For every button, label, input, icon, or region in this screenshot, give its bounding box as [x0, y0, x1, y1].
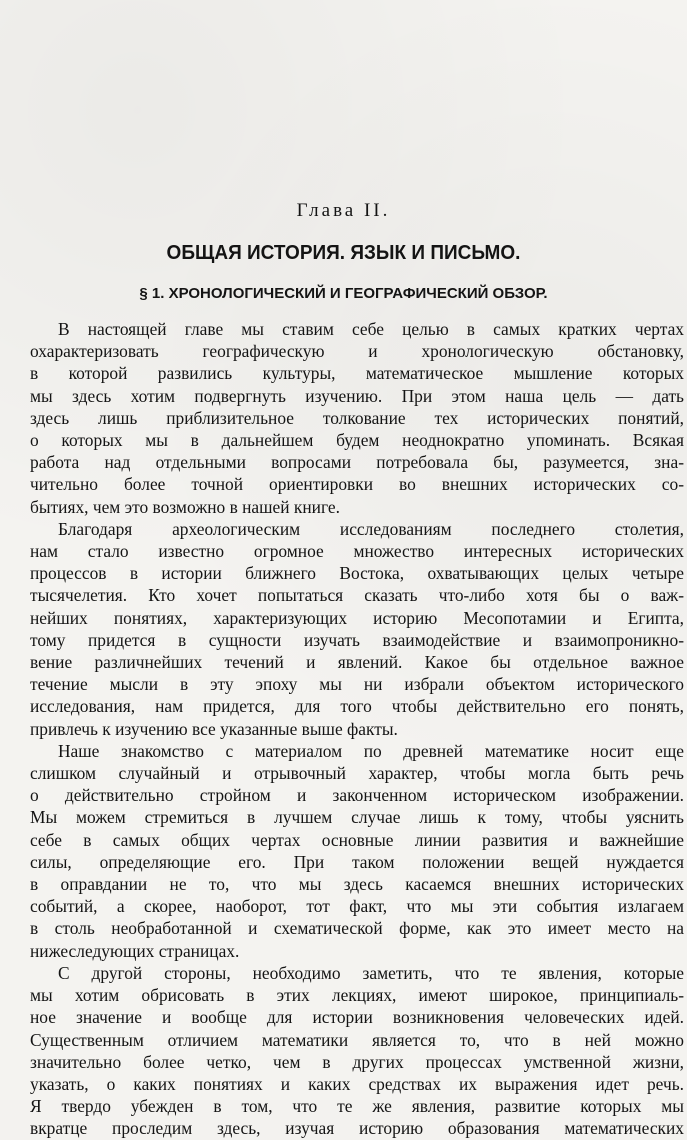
chapter-title: ОБЩАЯ ИСТОРИЯ. ЯЗЫК И ПИСЬМО. [166, 242, 521, 265]
text-line: Мы можем стремиться в лучшем случае лишь к тому, чтобы уяснить [30, 807, 684, 828]
text-line: процессов в истории ближнего Востока, охватывающих целых четыре [30, 563, 684, 584]
text-line: в столь необработанной и схематической форме, как это имеет место на [30, 918, 684, 939]
text-line: тысячелетия. Кто хочет попытаться сказать что-либо хотя бы о важ- [30, 585, 684, 606]
text-line: слишком случайный и отрывочный характер, чтобы могла быть речь [30, 763, 684, 784]
text-line: привлечь к изучению все указанные выше факты. [30, 718, 398, 739]
chapter-heading: Глава II. [296, 200, 391, 221]
text-line: Наше знакомство с материалом по древней математике носит еще [58, 740, 684, 761]
text-line: вкратце проследим здесь, изучая историю образования математических [30, 1118, 684, 1139]
text-line: в оправдании не то, что мы здесь касаемся внешних исторических [30, 874, 684, 895]
text-line: значительно более четко, чем в других процессах умственной жизни, [30, 1051, 684, 1072]
text-line: охарактеризовать географическую и хронологическую обстановку, [30, 341, 684, 362]
text-line: вение различнейших течений и явлений. Какое бы отдельное важное [30, 652, 684, 673]
text-line: в которой развились культуры, математическое мышление которых [30, 363, 684, 384]
text-line: мы здесь хотим подвергнуть изучению. При этом наша цель — дать [30, 385, 684, 406]
text-line: В настоящей главе мы ставим себе целью в самых кратких чертах [58, 319, 684, 339]
text-line: о которых мы в дальнейшем будем неоднократно упоминать. Всякая [30, 430, 684, 451]
text-line: течение мысли в эту эпоху мы ни избрали объектом исторического [30, 674, 684, 695]
text-line: о действительно стройном и законченном историческом изображении. [30, 785, 684, 806]
text-line: тому придется в сущности изучать взаимодействие и взаимопроникно- [30, 629, 684, 650]
text-line: Благодаря археологическим исследованиям последнего столетия, [58, 518, 684, 539]
text-line: бытиях, чем это возможно в нашей книге. [30, 496, 340, 517]
text-line: силы, определяющие его. При таком положении вещей нуждается [30, 851, 684, 872]
text-line: ное значение и вообще для истории возникновения человеческих идей. [30, 1007, 684, 1028]
text-line: чительно более точной ориентировки во внешних исторических со- [30, 474, 684, 495]
text-line: событий, а скорее, наоборот, тот факт, что мы эти события излагаем [30, 896, 684, 917]
text-line: нижеследующих страницах. [30, 940, 240, 961]
text-line: С другой стороны, необходимо заметить, что те явления, которые [58, 962, 684, 983]
section-heading: § 1. ХРОНОЛОГИЧЕСКИЙ И ГЕОГРАФИЧЕСКИЙ ОБЗОР. [139, 285, 548, 302]
text-line: мы хотим обрисовать в этих лекциях, имеют широкое, принципиаль- [30, 985, 684, 1006]
text-line: работа над отдельными вопросами потребовала бы, разумеется, зна- [30, 452, 684, 473]
text-line: себе в самых общих чертах основные линии развития и важнейшие [30, 829, 684, 850]
text-line: здесь лишь приблизительное толкование тех исторических понятий, [30, 407, 684, 428]
text-line: Я твердо убежден в том, что те же явления, развитие которых мы [30, 1096, 684, 1117]
text-line: исследования, нам придется, для того чтобы действительно его понять, [30, 696, 684, 717]
body-text [30, 318, 684, 1140]
text-line: указать, о каких понятиях и каких средствах их выражения идет речь. [30, 1073, 684, 1094]
text-line: Существенным отличием математики является то, что в ней можно [30, 1029, 684, 1050]
text-line: нам стало известно огромное множество интересных исторических [30, 541, 684, 562]
text-line: нейших понятиях, характеризующих историю Месопотамии и Египта, [30, 607, 684, 628]
